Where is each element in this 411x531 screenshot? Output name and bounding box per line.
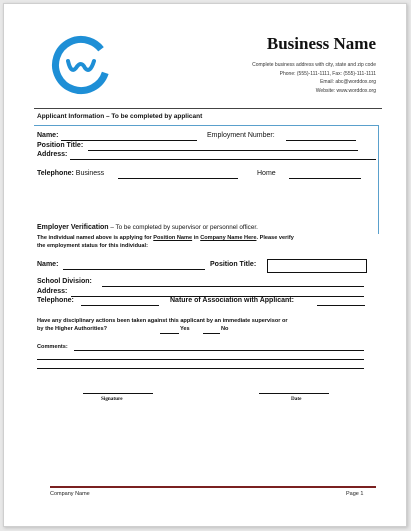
no-label: No (221, 326, 229, 332)
header-divider (34, 108, 382, 109)
home-phone-label: Home (257, 170, 276, 177)
business-phone-label: Business (75, 170, 105, 177)
applicant-name-field[interactable] (61, 140, 197, 141)
home-phone-field[interactable] (289, 178, 361, 179)
yes-answer-field[interactable] (160, 333, 179, 334)
employer-address-label: Address: (37, 288, 68, 295)
intro-text-3: . Please verify (256, 235, 294, 241)
contact-block (252, 61, 376, 95)
signature-field[interactable] (83, 393, 153, 394)
date-field[interactable] (259, 393, 329, 394)
association-label: Nature of Association with Applicant: (170, 297, 294, 304)
applicant-frame (34, 125, 379, 234)
website-line: Website: www.worddox.org (315, 87, 376, 94)
date-label: Date (291, 396, 302, 402)
address-line: Complete business address with city, state and zip code (252, 62, 376, 68)
position-name-link[interactable]: Position Name (153, 235, 193, 241)
company-name-link[interactable]: Company Name Here (200, 235, 257, 241)
employer-telephone-field[interactable] (81, 305, 159, 306)
disciplinary-question-line1: Have any disciplinary actions been taken against this applicant by an immediate supervisor or (37, 318, 288, 324)
employment-number-label: Employment Number: (207, 132, 275, 139)
comments-line-2[interactable] (37, 359, 364, 360)
business-phone-field[interactable] (118, 178, 238, 179)
company-logo-icon (50, 34, 112, 96)
business-name: Business Name (266, 34, 376, 53)
employer-name-label: Name: (37, 261, 59, 268)
applicant-address-label: Address: (37, 151, 68, 158)
comments-line-3[interactable] (37, 368, 364, 369)
applicant-position-label: Position Title: (37, 142, 84, 149)
applicant-address-field[interactable] (70, 159, 376, 160)
disciplinary-question-line2: by the Higher Authorities? (37, 326, 108, 332)
form-page (3, 3, 407, 527)
applicant-telephone-label: Telephone: (37, 170, 74, 177)
applicant-position-field[interactable] (88, 150, 358, 151)
association-field[interactable] (317, 305, 365, 306)
employer-section-heading (37, 224, 258, 231)
employer-position-label: Position Title: (210, 261, 257, 268)
phone-line: Phone: (555)-111-1111, Fax: (555)-111-1111 (279, 70, 376, 77)
employer-telephone-label: Telephone: (37, 297, 74, 304)
employer-name-field[interactable] (63, 269, 205, 270)
yes-label: Yes (180, 326, 190, 332)
email-line: Email: abc@worddox.org (320, 79, 376, 85)
applicant-telephone-row (37, 170, 104, 177)
intro-text-1: The individual named above is applying for (37, 235, 154, 241)
employer-position-box[interactable] (267, 259, 367, 273)
employer-intro-line1 (37, 235, 294, 241)
employment-number-field[interactable] (286, 140, 356, 141)
footer-divider (50, 486, 376, 488)
intro-text-2: in (192, 235, 201, 241)
comments-label: Comments: (37, 344, 68, 350)
no-answer-field[interactable] (203, 333, 220, 334)
employer-section-title: Employer Verification (37, 224, 109, 231)
applicant-name-label: Name: (37, 132, 59, 139)
footer-company-name: Company Name (50, 491, 90, 497)
footer-page-number: Page 1 (346, 491, 364, 497)
employer-section-subtitle: – To be completed by supervisor or personnel officer. (108, 224, 258, 231)
signature-label: Signature (101, 396, 123, 402)
employer-intro-line2: the employment status for this individual: (37, 243, 148, 249)
school-division-field[interactable] (102, 286, 364, 287)
applicant-section-title: Applicant Information – To be completed by applicant (37, 113, 203, 120)
comments-line-1[interactable] (74, 350, 364, 351)
school-division-label: School Division: (37, 278, 92, 285)
